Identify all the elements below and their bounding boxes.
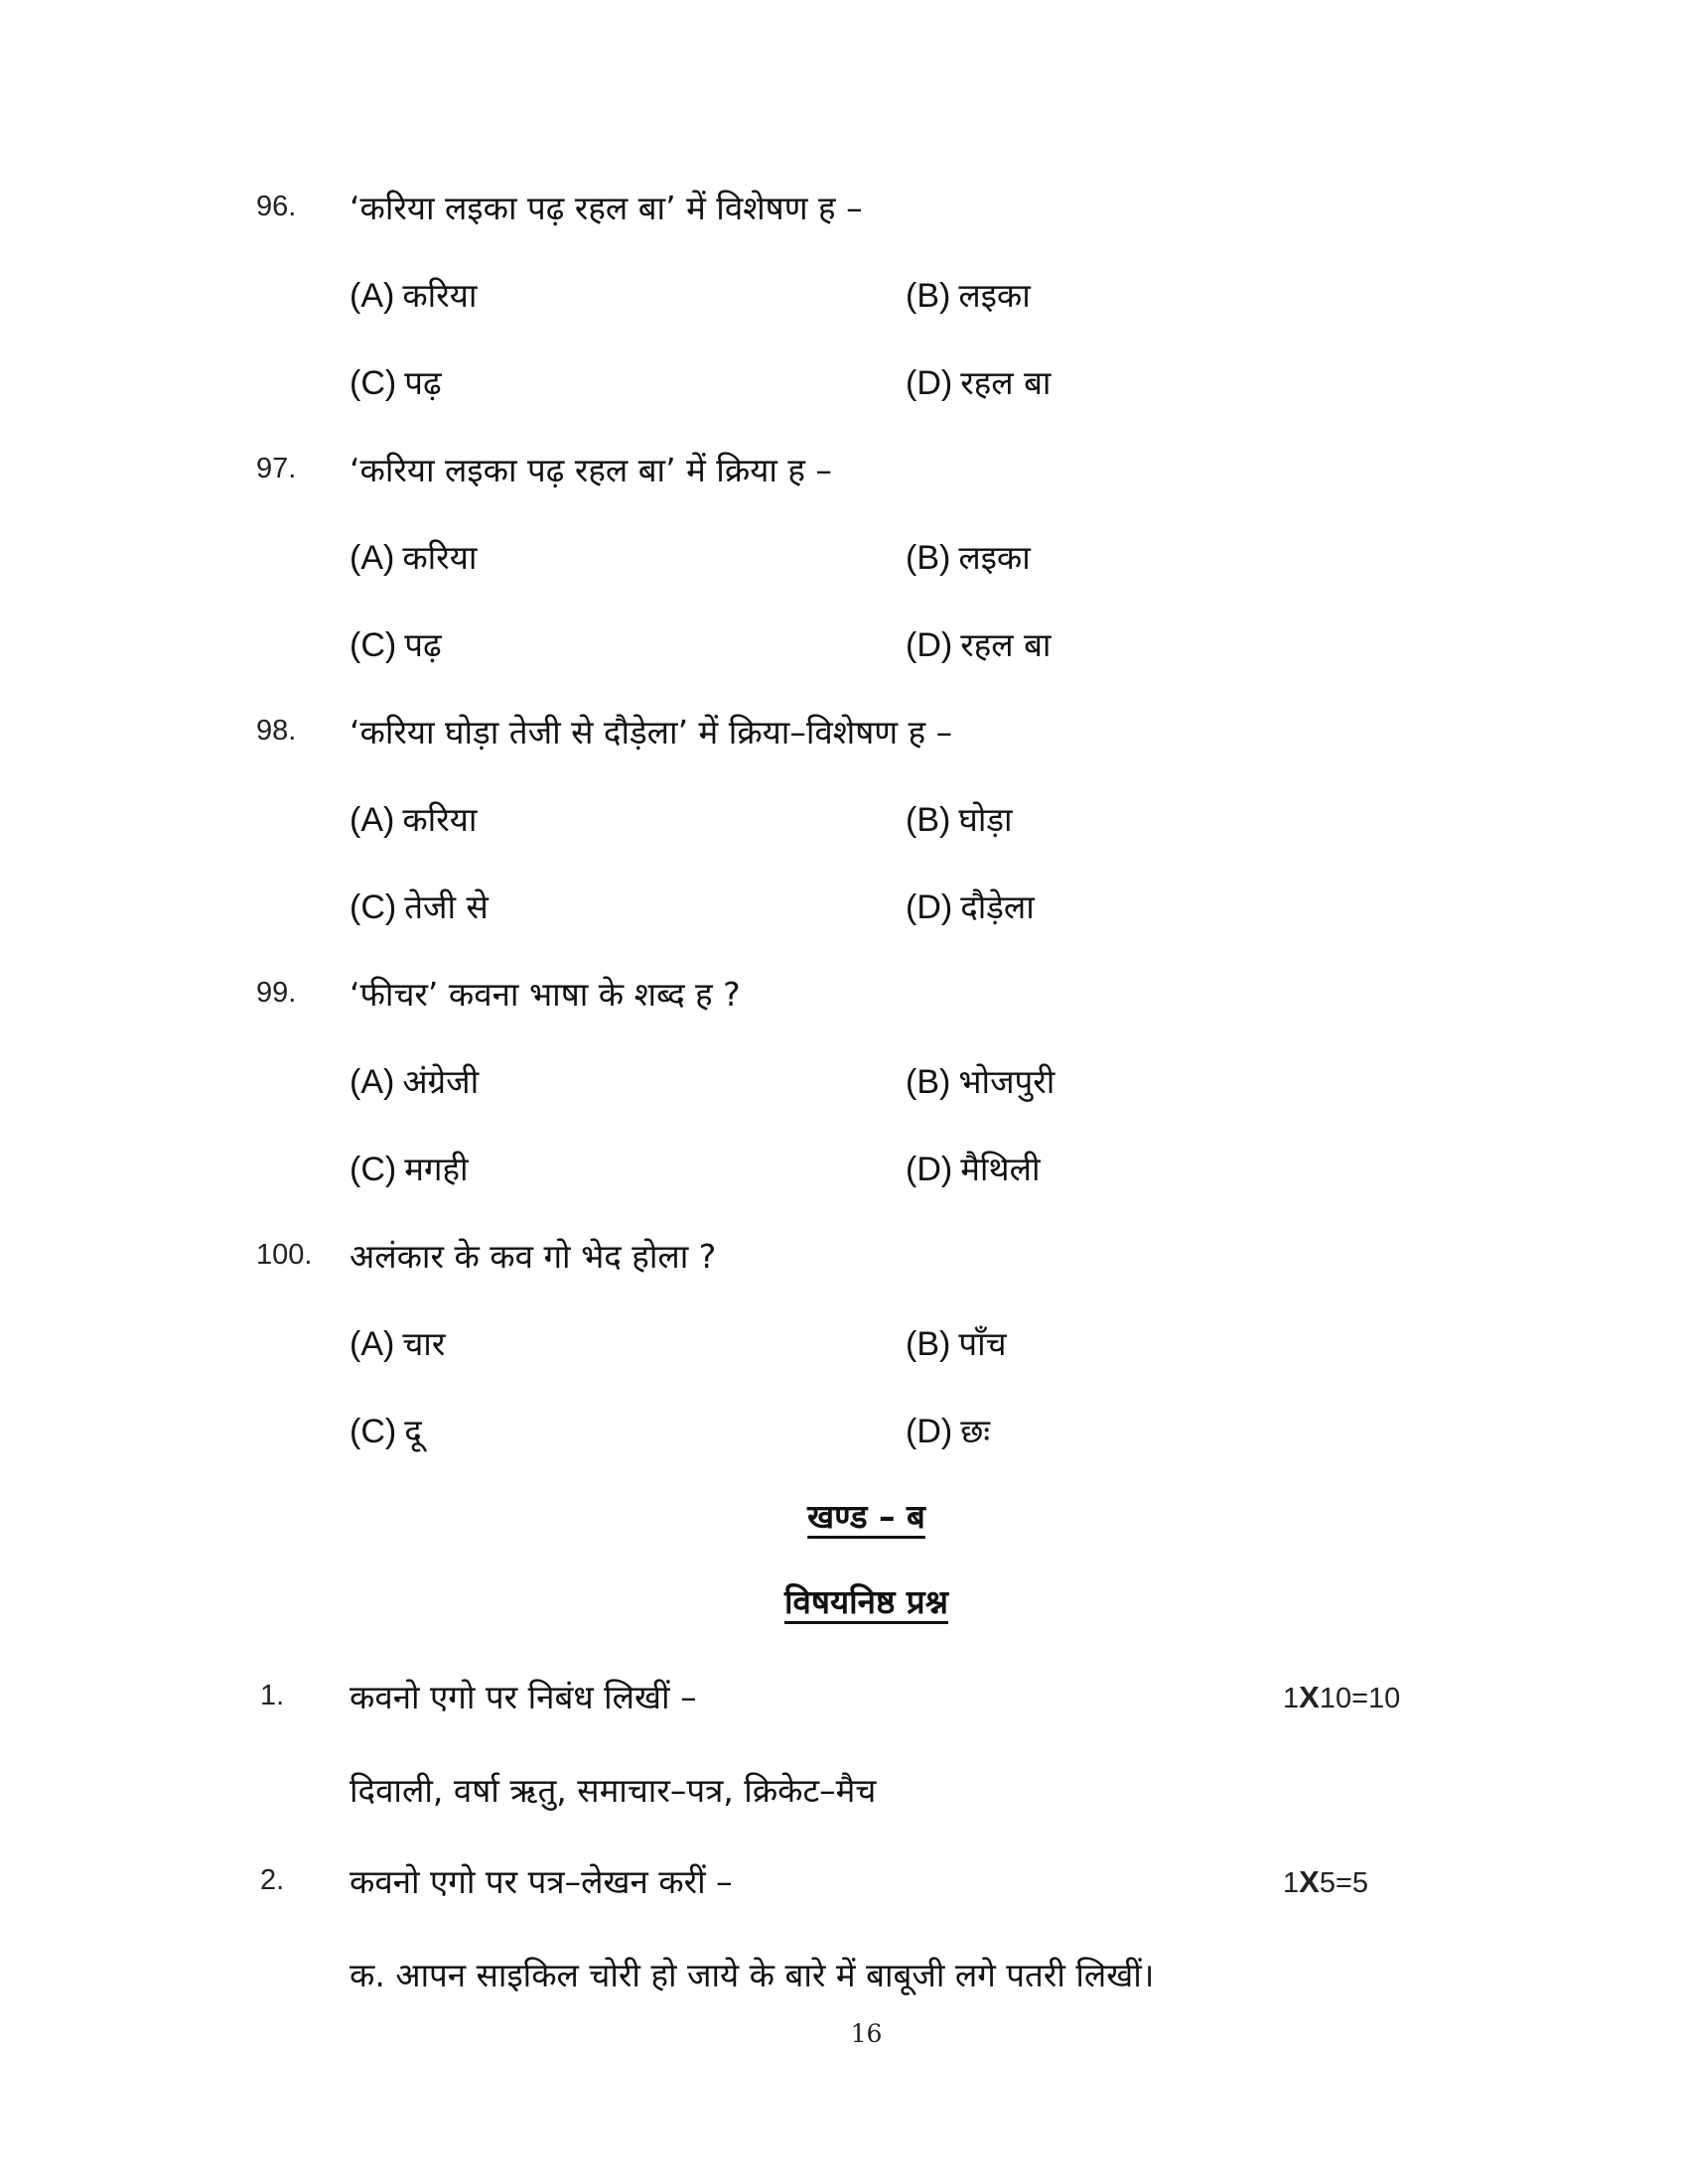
option-d	[906, 884, 1035, 928]
option-label: (B)	[906, 1325, 951, 1363]
option-text: मगही	[404, 1150, 469, 1188]
option-label: (C)	[350, 626, 397, 664]
question-text: अलंकार के कव गो भेद होला ?	[350, 1237, 717, 1276]
option-text: करिया	[402, 538, 478, 577]
option-a	[350, 1320, 445, 1365]
option-text: मैथिली	[960, 1150, 1041, 1188]
option-text: भोजपुरी	[958, 1062, 1055, 1101]
page-number: 16	[850, 2019, 883, 2048]
option-text: चार	[402, 1324, 446, 1363]
option-label: (B)	[906, 539, 951, 577]
question-text: ‘करिया लइका पढ़ रहल बा’ में क्रिया ह –	[350, 451, 832, 489]
option-text: रहल बा	[960, 625, 1052, 664]
option-label: (C)	[350, 888, 397, 926]
option-c	[350, 884, 489, 928]
option-text: पाँच	[958, 1324, 1007, 1363]
option-text: दौड़ेला	[960, 887, 1035, 926]
section-subheading: विषयनिष्ठ प्रश्न	[783, 1582, 948, 1621]
option-b	[906, 1320, 1007, 1365]
option-a	[350, 796, 477, 841]
option-label: (A)	[350, 539, 395, 577]
option-label: (D)	[906, 1413, 953, 1450]
option-label: (C)	[350, 1151, 397, 1188]
option-text: लइका	[958, 276, 1031, 315]
option-label: (C)	[350, 1413, 397, 1450]
option-a	[350, 1058, 479, 1103]
option-c	[350, 1408, 422, 1452]
marks-count: 1	[1283, 1867, 1300, 1899]
option-text: रहल बा	[960, 363, 1052, 402]
option-d	[906, 1146, 1041, 1190]
subjective-detail: क. आपन साइकिल चोरी हो जाये के बारे में बाबूजी लगे पतरी लिखीं।	[350, 1956, 1155, 1994]
question-text: ‘करिया घोड़ा तेजी से दौड़ेला’ में क्रिया–विशेषण ह –	[350, 713, 953, 751]
option-text: छः	[960, 1412, 991, 1450]
marks-count: 1	[1283, 1683, 1300, 1714]
option-text: करिया	[402, 800, 478, 839]
option-b	[906, 534, 1031, 579]
option-label: (D)	[906, 626, 953, 664]
question-number: 98.	[256, 715, 297, 747]
option-a	[350, 534, 477, 579]
marks-label	[1283, 1680, 1400, 1715]
option-label: (D)	[906, 364, 953, 402]
marks-label	[1283, 1864, 1368, 1900]
option-c	[350, 621, 442, 666]
question-number: 97.	[256, 453, 297, 484]
option-text: अंग्रेजी	[402, 1062, 480, 1101]
subjective-number: 1.	[260, 1680, 285, 1711]
option-c	[350, 359, 442, 404]
subjective-detail: दिवाली, वर्षा ऋतु, समाचार–पत्र, क्रिकेट–मैच	[350, 1771, 877, 1810]
option-label: (A)	[350, 801, 395, 839]
question-number: 100.	[256, 1239, 313, 1271]
option-text: करिया	[402, 276, 478, 315]
option-b	[906, 272, 1031, 317]
marks-multiply: X	[1299, 1680, 1320, 1714]
option-text: दू	[404, 1412, 422, 1450]
marks-total: 5=5	[1319, 1867, 1369, 1899]
option-label: (C)	[350, 364, 397, 402]
option-text: लइका	[958, 538, 1031, 577]
marks-total: 10=10	[1319, 1683, 1401, 1714]
option-label: (A)	[350, 1325, 395, 1363]
option-label: (D)	[906, 888, 953, 926]
option-text: तेजी से	[404, 887, 489, 926]
option-text: पढ़	[404, 363, 442, 402]
subjective-number: 2.	[260, 1864, 285, 1896]
option-d	[906, 621, 1051, 666]
subjective-text: कवनो एगो पर पत्र–लेखन करीं –	[350, 1862, 733, 1901]
option-b	[906, 1058, 1055, 1103]
marks-multiply: X	[1299, 1864, 1320, 1899]
option-d	[906, 359, 1051, 404]
option-label: (A)	[350, 277, 395, 315]
option-label: (B)	[906, 801, 951, 839]
subjective-text: कवनो एगो पर निबंध लिखीं –	[350, 1678, 697, 1716]
option-label: (D)	[906, 1151, 953, 1188]
option-label: (A)	[350, 1063, 395, 1101]
option-d	[906, 1408, 990, 1452]
question-text: ‘फीचर’ कवना भाषा के शब्द ह ?	[350, 975, 741, 1014]
option-label: (B)	[906, 277, 951, 315]
option-a	[350, 272, 477, 317]
option-b	[906, 796, 1013, 841]
option-label: (B)	[906, 1063, 951, 1101]
question-number: 99.	[256, 977, 297, 1009]
section-heading: खण्ड – ब	[807, 1497, 925, 1536]
option-text: घोड़ा	[958, 800, 1013, 839]
option-c	[350, 1146, 469, 1190]
option-text: पढ़	[404, 625, 442, 664]
question-number: 96.	[256, 191, 297, 222]
question-text: ‘करिया लइका पढ़ रहल बा’ में विशेषण ह –	[350, 189, 863, 227]
